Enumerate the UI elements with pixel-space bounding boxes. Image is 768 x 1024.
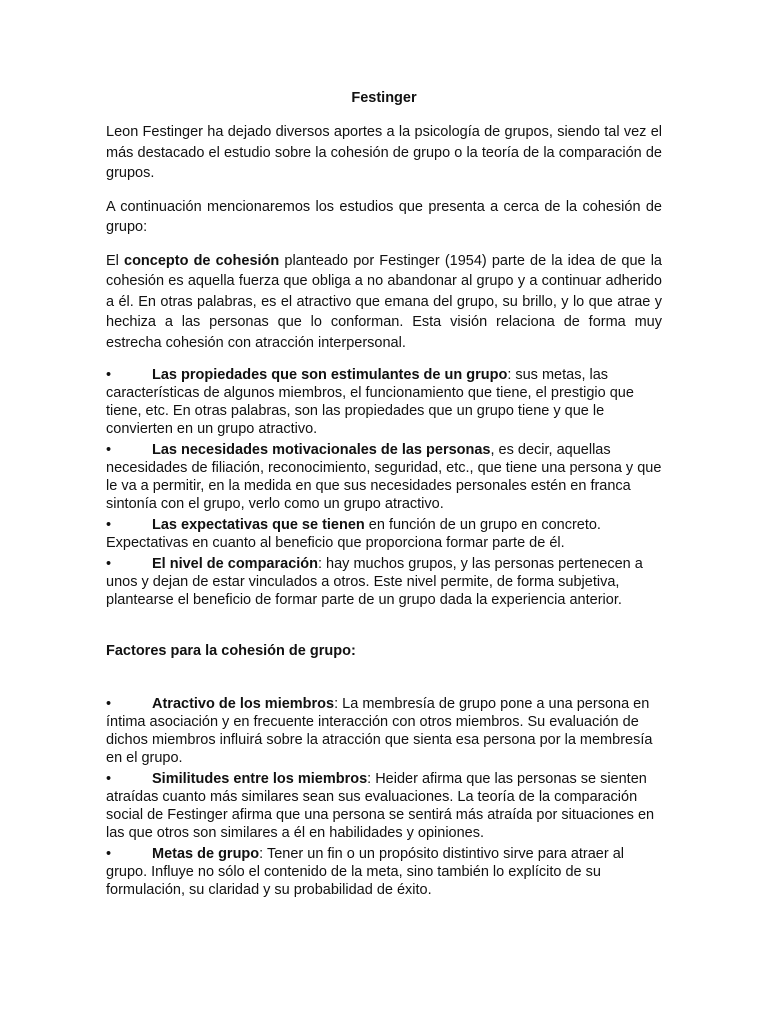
cohesion-prefix: El	[106, 252, 125, 269]
cohesion-concept-term: concepto de cohesión	[124, 252, 280, 269]
bullet-term: Las necesidades motivacionales de las personas	[152, 442, 491, 458]
bullet-text: : Tener un fin o un propósito distintivo sirve para atraer al grupo. Influye no sólo el contenido de la meta, sino también lo explícito de su formulación, su claridad y su probabilidad de éxito.	[106, 846, 625, 898]
bullet-icon: •	[106, 517, 112, 533]
bullet-text: en función de un grupo en concreto. Expectativas en cuanto al beneficio que proporciona formar parte de él.	[106, 517, 601, 551]
bullet-icon: •	[106, 556, 112, 572]
bullet-term: Atractivo de los miembros	[152, 696, 335, 712]
bullet-term: Similitudes entre los miembros	[152, 771, 368, 787]
bullet-term: Metas de grupo	[152, 846, 260, 862]
bullet-term: El nivel de comparación	[152, 556, 318, 572]
cohesion-text: planteado por Festinger (1954) parte de la idea de que la cohesión es aquella fuerza que obliga a no abandonar al grupo y a continuar adherido a él. En otras palabras, es el atractivo que emana del grupo, su brillo, y lo que atrae y hechiza a las personas que lo conforman. Esta visión relaciona de forma muy estrecha cohesión con atracción interpersonal.	[106, 252, 662, 351]
document-title: Festinger	[351, 90, 417, 106]
bullet-text: : hay muchos grupos, y las personas pertenecen a unos y dejan de estar vinculados a otros. Este nivel permite, de forma subjetiva, plantearse el beneficio de formar parte de un grupo dada la experiencia anterior.	[106, 556, 643, 608]
list-item	[106, 845, 662, 899]
list-item	[106, 441, 662, 513]
studies-paragraph: A continuación mencionaremos los estudios que presenta a cerca de la cohesión de grupo:	[106, 198, 662, 235]
bullet-icon: •	[106, 846, 112, 862]
bullet-text: : Heider afirma que las personas se sienten atraídas cuanto más similares sean sus evaluaciones. La teoría de la comparación social de Festinger afirma que una persona se sentirá más atraída por situaciones en las que otros son similares a él en habilidades y opiniones.	[106, 771, 655, 841]
list-item	[106, 516, 662, 552]
bullet-icon: •	[106, 696, 112, 712]
factors-heading: Factores para la cohesión de grupo:	[106, 643, 356, 659]
bullet-term: Las expectativas que se tienen	[152, 517, 365, 533]
bullet-icon: •	[106, 771, 112, 787]
bullet-text: , es decir, aquellas necesidades de filiación, reconocimiento, seguridad, etc., que tiene una persona y que le va a permitir, en la medida en que sus necesidades personales estén en franca sintonía con el grupo, verlo como un grupo atractivo.	[106, 442, 662, 512]
list-item	[106, 366, 662, 438]
intro-paragraph: Leon Festinger ha dejado diversos aportes a la psicología de grupos, siendo tal vez el más destacado el estudio sobre la cohesión de grupo o la teoría de la comparación de grupos.	[106, 124, 662, 181]
concept-bullet-list	[106, 366, 662, 609]
factor-bullet-list	[106, 695, 662, 899]
bullet-term: Las propiedades que son estimulantes de un grupo	[152, 367, 508, 383]
cohesion-paragraph	[106, 251, 662, 354]
bullet-icon: •	[106, 442, 112, 458]
list-item	[106, 695, 662, 767]
list-item	[106, 555, 662, 609]
list-item	[106, 770, 662, 842]
bullet-text: : La membresía de grupo pone a una persona en íntima asociación y en frecuente interacción con otros miembros. Su evaluación de dichos miembros influirá sobre la atracción que sienta esa persona por la membresía en el grupo.	[106, 696, 653, 766]
bullet-text: : sus metas, las características de algunos miembros, el funcionamiento que tiene, el prestigio que tiene, etc. En otras palabras, son las propiedades que un grupo tiene y que le convierten en un grupo atractivo.	[106, 367, 634, 437]
bullet-icon: •	[106, 367, 112, 383]
